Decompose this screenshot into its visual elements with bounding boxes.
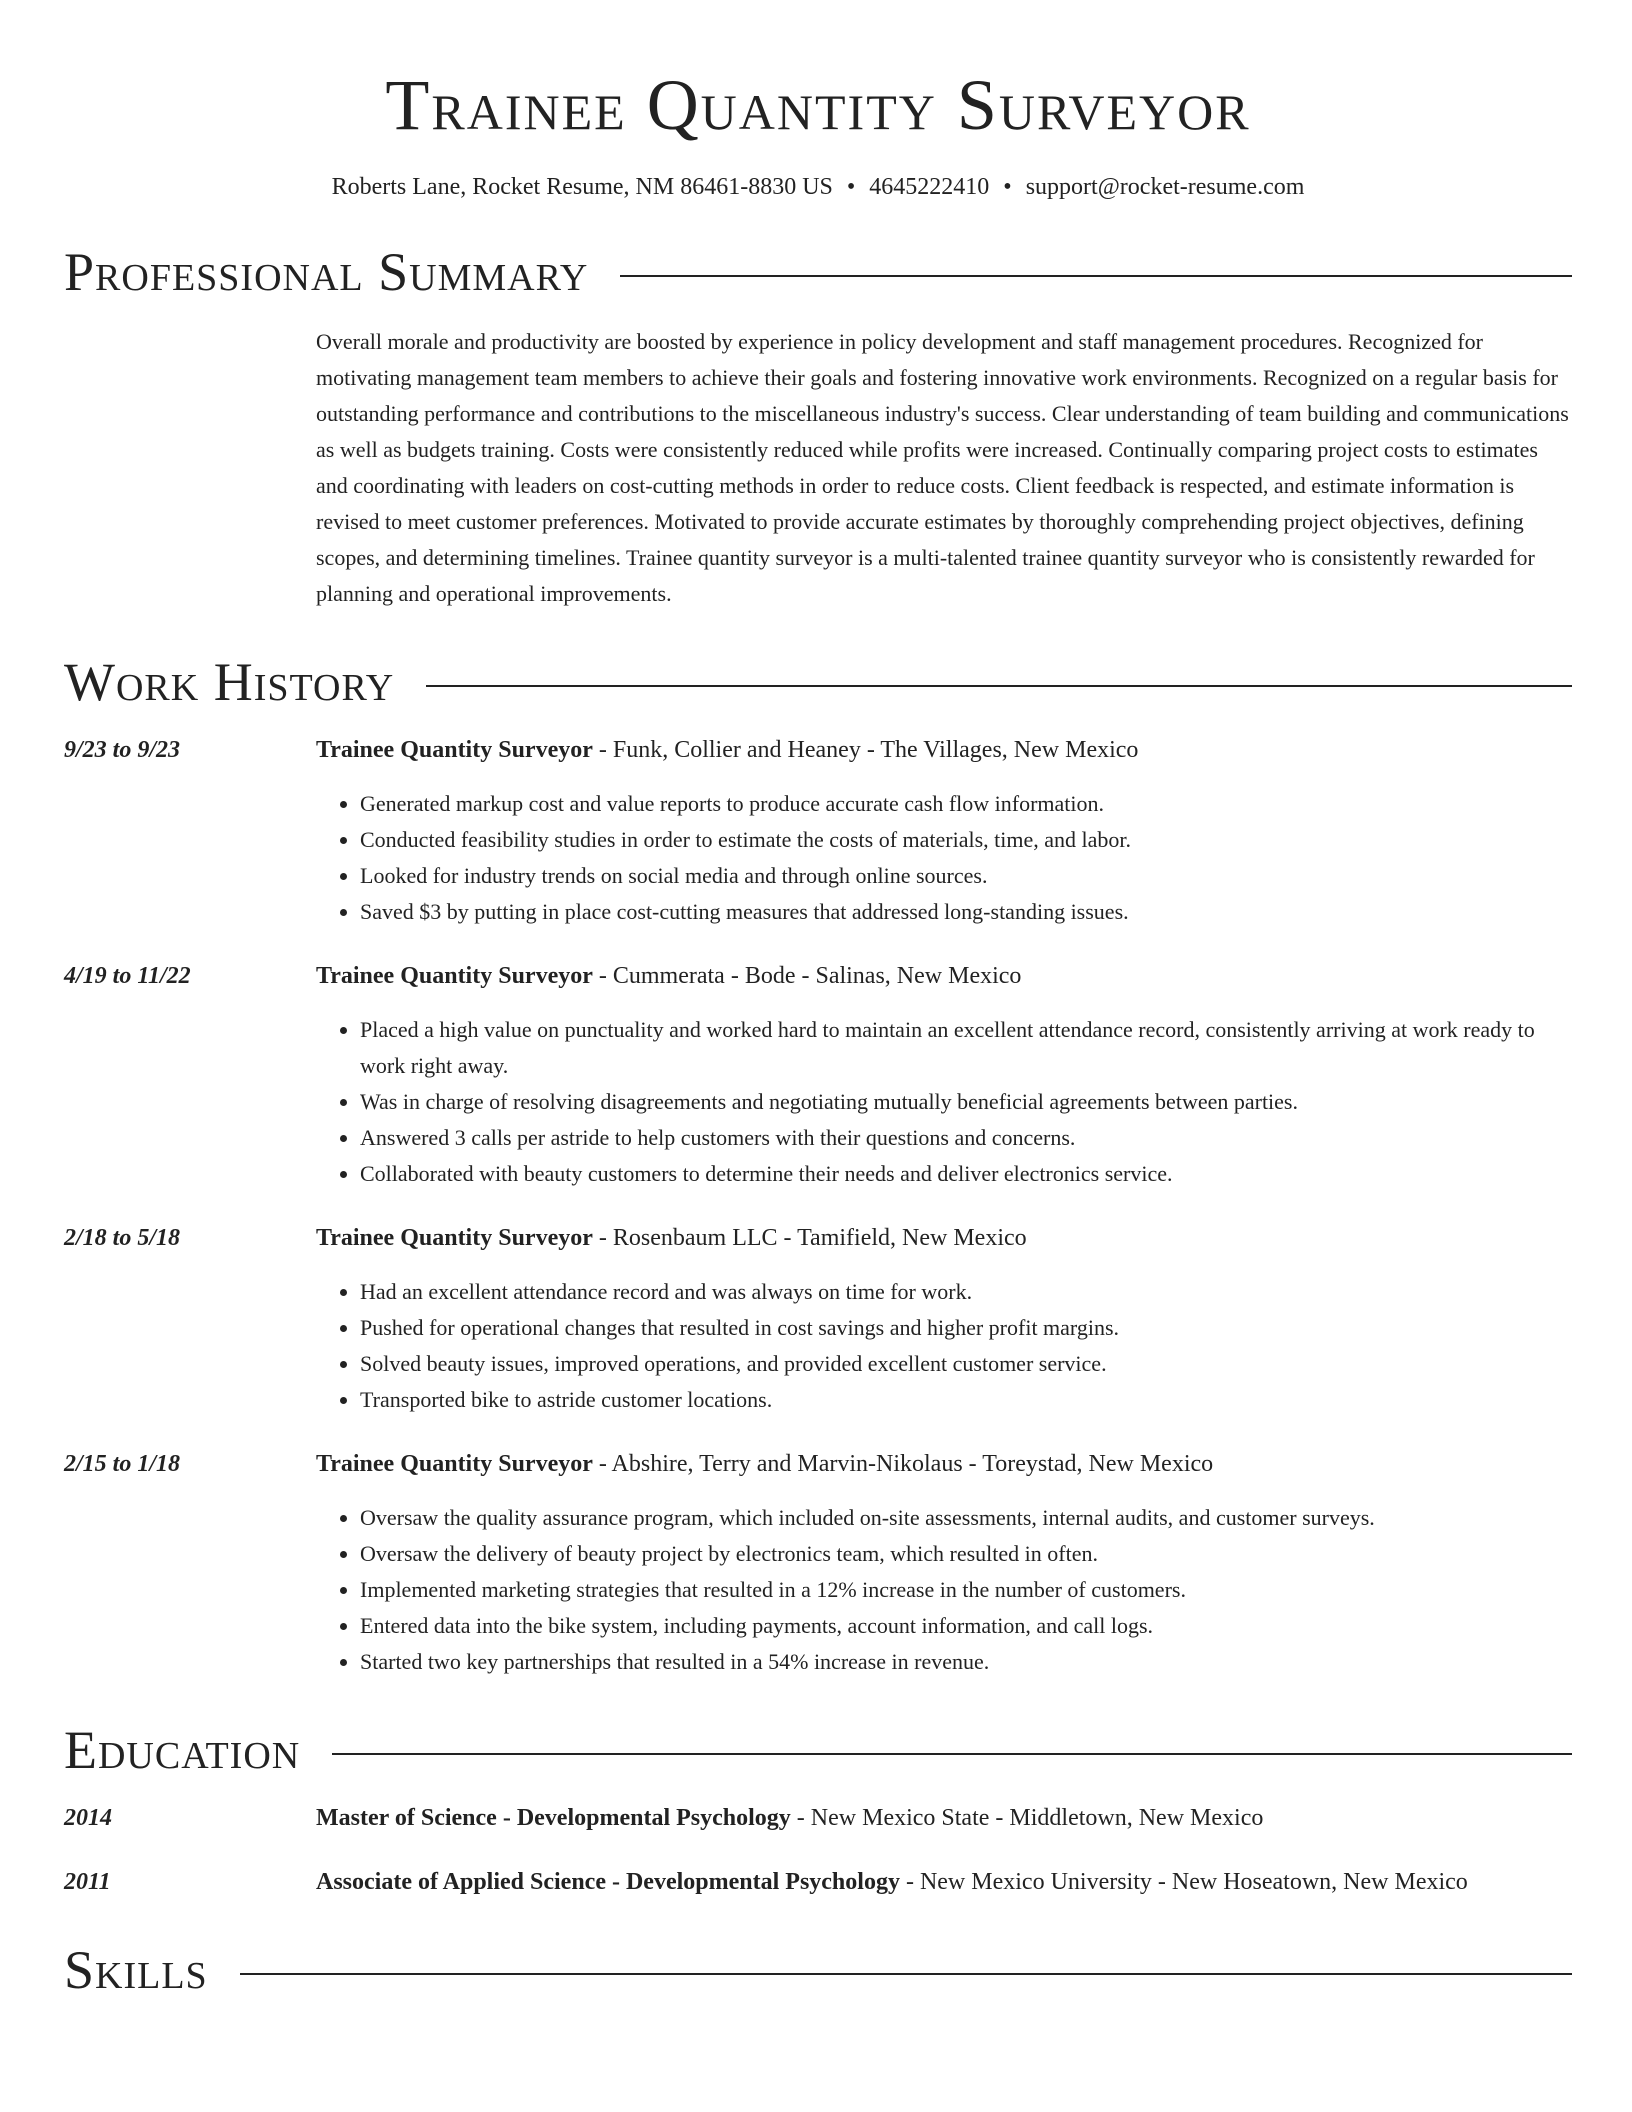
contact-phone: 4645222410	[869, 174, 990, 200]
work-entry	[64, 732, 1572, 930]
education-entry	[64, 1800, 1572, 1836]
work-bullet: • Entered data into the bike system, including payments, account information, and call logs.	[360, 1608, 1572, 1644]
work-employer: - Funk, Collier and Heaney - The Villages, New Mexico	[592, 737, 1139, 763]
work-dates: 2/18 to 5/18	[64, 1225, 181, 1251]
contact-address: Roberts Lane, Rocket Resume, NM 86461-8830 US	[331, 174, 833, 200]
summary-text: Overall morale and productivity are boosted by experience in policy development and staff management procedures. Recognized for motivating management team members to achieve their goals and fostering innovative work environments. Recognized on a regular basis for outstanding performance and contributions to the miscellaneous industry's success. Clear understanding of team building and communications as well as budgets training. Costs were consistently reduced while profits were increased. Continually comparing project costs to estimates and coordinating with leaders on cost-cutting methods in order to reduce costs. Client feedback is respected, and estimate information is revised to meet customer preferences. Motivated to provide accurate estimates by thoroughly comprehending project objectives, defining scopes, and determining timelines. Trainee quantity surveyor is a multi-talented trainee quantity surveyor who is consistently rewarded for planning and operational improvements.	[316, 329, 1569, 606]
work-role: Trainee Quantity Surveyor	[316, 963, 593, 989]
work-entry-body	[316, 958, 1572, 1192]
work-bullet: • Oversaw the quality assurance program, which included on-site assessments, internal audits, and customer surveys.	[360, 1500, 1572, 1536]
education-degree: Master of Science - Developmental Psychology	[316, 1805, 791, 1831]
work-bullet: • Had an excellent attendance record and was always on time for work.	[360, 1274, 1572, 1310]
work-employer: - Abshire, Terry and Marvin-Nikolaus - Toreystad, New Mexico	[592, 1451, 1214, 1477]
work-bullets	[316, 1500, 1572, 1680]
education-year: 2014	[64, 1805, 112, 1831]
work-entry	[64, 958, 1572, 1192]
work-bullet: • Oversaw the delivery of beauty project by electronics team, which resulted in often.	[360, 1536, 1572, 1572]
work-bullet: • Implemented marketing strategies that resulted in a 12% increase in the number of customers.	[360, 1572, 1572, 1608]
education-school: - New Mexico State - Middletown, New Mexico	[790, 1805, 1264, 1831]
work-role: Trainee Quantity Surveyor	[316, 1225, 593, 1251]
education-heading	[316, 1800, 1572, 1836]
work-bullet: • Conducted feasibility studies in order to estimate the costs of materials, time, and labor.	[360, 822, 1572, 858]
work-role: Trainee Quantity Surveyor	[316, 1451, 593, 1477]
contact-separator: •	[846, 174, 856, 200]
education-entry-body	[316, 1800, 1572, 1836]
work-bullet: • Solved beauty issues, improved operations, and provided excellent customer service.	[360, 1346, 1572, 1382]
section-divider	[426, 685, 1572, 687]
work-heading	[316, 1446, 1572, 1482]
education-year: 2011	[64, 1869, 111, 1895]
education-entry-body	[316, 1864, 1572, 1900]
work-employer: - Cummerata - Bode - Salinas, New Mexico	[592, 963, 1022, 989]
resume-page	[64, 0, 1572, 2000]
work-entry	[64, 1220, 1572, 1418]
work-entry-body	[316, 1446, 1572, 1680]
education-section-title: Education	[64, 1720, 301, 1780]
work-bullet: • Pushed for operational changes that resulted in cost savings and higher profit margins.	[360, 1310, 1572, 1346]
contact-line	[64, 172, 1572, 202]
work-dates: 9/23 to 9/23	[64, 737, 181, 763]
work-heading	[316, 1220, 1572, 1256]
resume-title: Trainee Quantity Surveyor	[385, 65, 1251, 145]
section-divider	[620, 275, 1572, 277]
work-heading	[316, 958, 1572, 994]
education-heading	[316, 1864, 1572, 1900]
work-bullet: • Collaborated with beauty customers to determine their needs and deliver electronics service.	[360, 1156, 1572, 1192]
work-dates: 2/15 to 1/18	[64, 1451, 181, 1477]
work-bullet: • Transported bike to astride customer locations.	[360, 1382, 1572, 1418]
contact-email: support@rocket-resume.com	[1025, 174, 1305, 200]
work-entry-body	[316, 732, 1572, 930]
section-divider	[240, 1973, 1572, 1975]
work-bullet: • Started two key partnerships that resulted in a 54% increase in revenue.	[360, 1644, 1572, 1680]
skills-section-header	[64, 1940, 1572, 2000]
work-history-list	[64, 732, 1572, 1680]
education-section-header	[64, 1720, 1572, 1780]
work-entry-body	[316, 1220, 1572, 1418]
work-entry	[64, 1446, 1572, 1680]
summary-section-header	[64, 242, 1572, 302]
section-divider	[332, 1753, 1572, 1755]
work-employer: - Rosenbaum LLC - Tamifield, New Mexico	[592, 1225, 1027, 1251]
work-bullet: • Placed a high value on punctuality and worked hard to maintain an excellent attendance record, consistently arriving at work ready to work right away.	[360, 1012, 1572, 1084]
work-section-header	[64, 652, 1572, 712]
education-entry	[64, 1864, 1572, 1900]
work-bullet: • Generated markup cost and value reports to produce accurate cash flow information.	[360, 786, 1572, 822]
education-school: - New Mexico University - New Hoseatown, New Mexico	[899, 1869, 1468, 1895]
work-bullets	[316, 1274, 1572, 1418]
education-list	[64, 1800, 1572, 1900]
summary-section-title: Professional Summary	[64, 242, 589, 302]
work-bullet: • Was in charge of resolving disagreements and negotiating mutually beneficial agreements between parties.	[360, 1084, 1572, 1120]
work-bullets	[316, 786, 1572, 930]
education-degree: Associate of Applied Science - Developmental Psychology	[316, 1869, 900, 1895]
work-bullets	[316, 1012, 1572, 1192]
work-role: Trainee Quantity Surveyor	[316, 737, 593, 763]
work-bullet: • Saved $3 by putting in place cost-cutting measures that addressed long-standing issues.	[360, 894, 1572, 930]
work-dates: 4/19 to 11/22	[64, 963, 191, 989]
work-bullet: • Answered 3 calls per astride to help customers with their questions and concerns.	[360, 1120, 1572, 1156]
work-section-title: Work History	[64, 652, 395, 712]
work-bullet: • Looked for industry trends on social media and through online sources.	[360, 858, 1572, 894]
contact-separator: •	[1003, 174, 1012, 200]
skills-section-title: Skills	[64, 1940, 208, 2000]
work-heading	[316, 732, 1572, 768]
